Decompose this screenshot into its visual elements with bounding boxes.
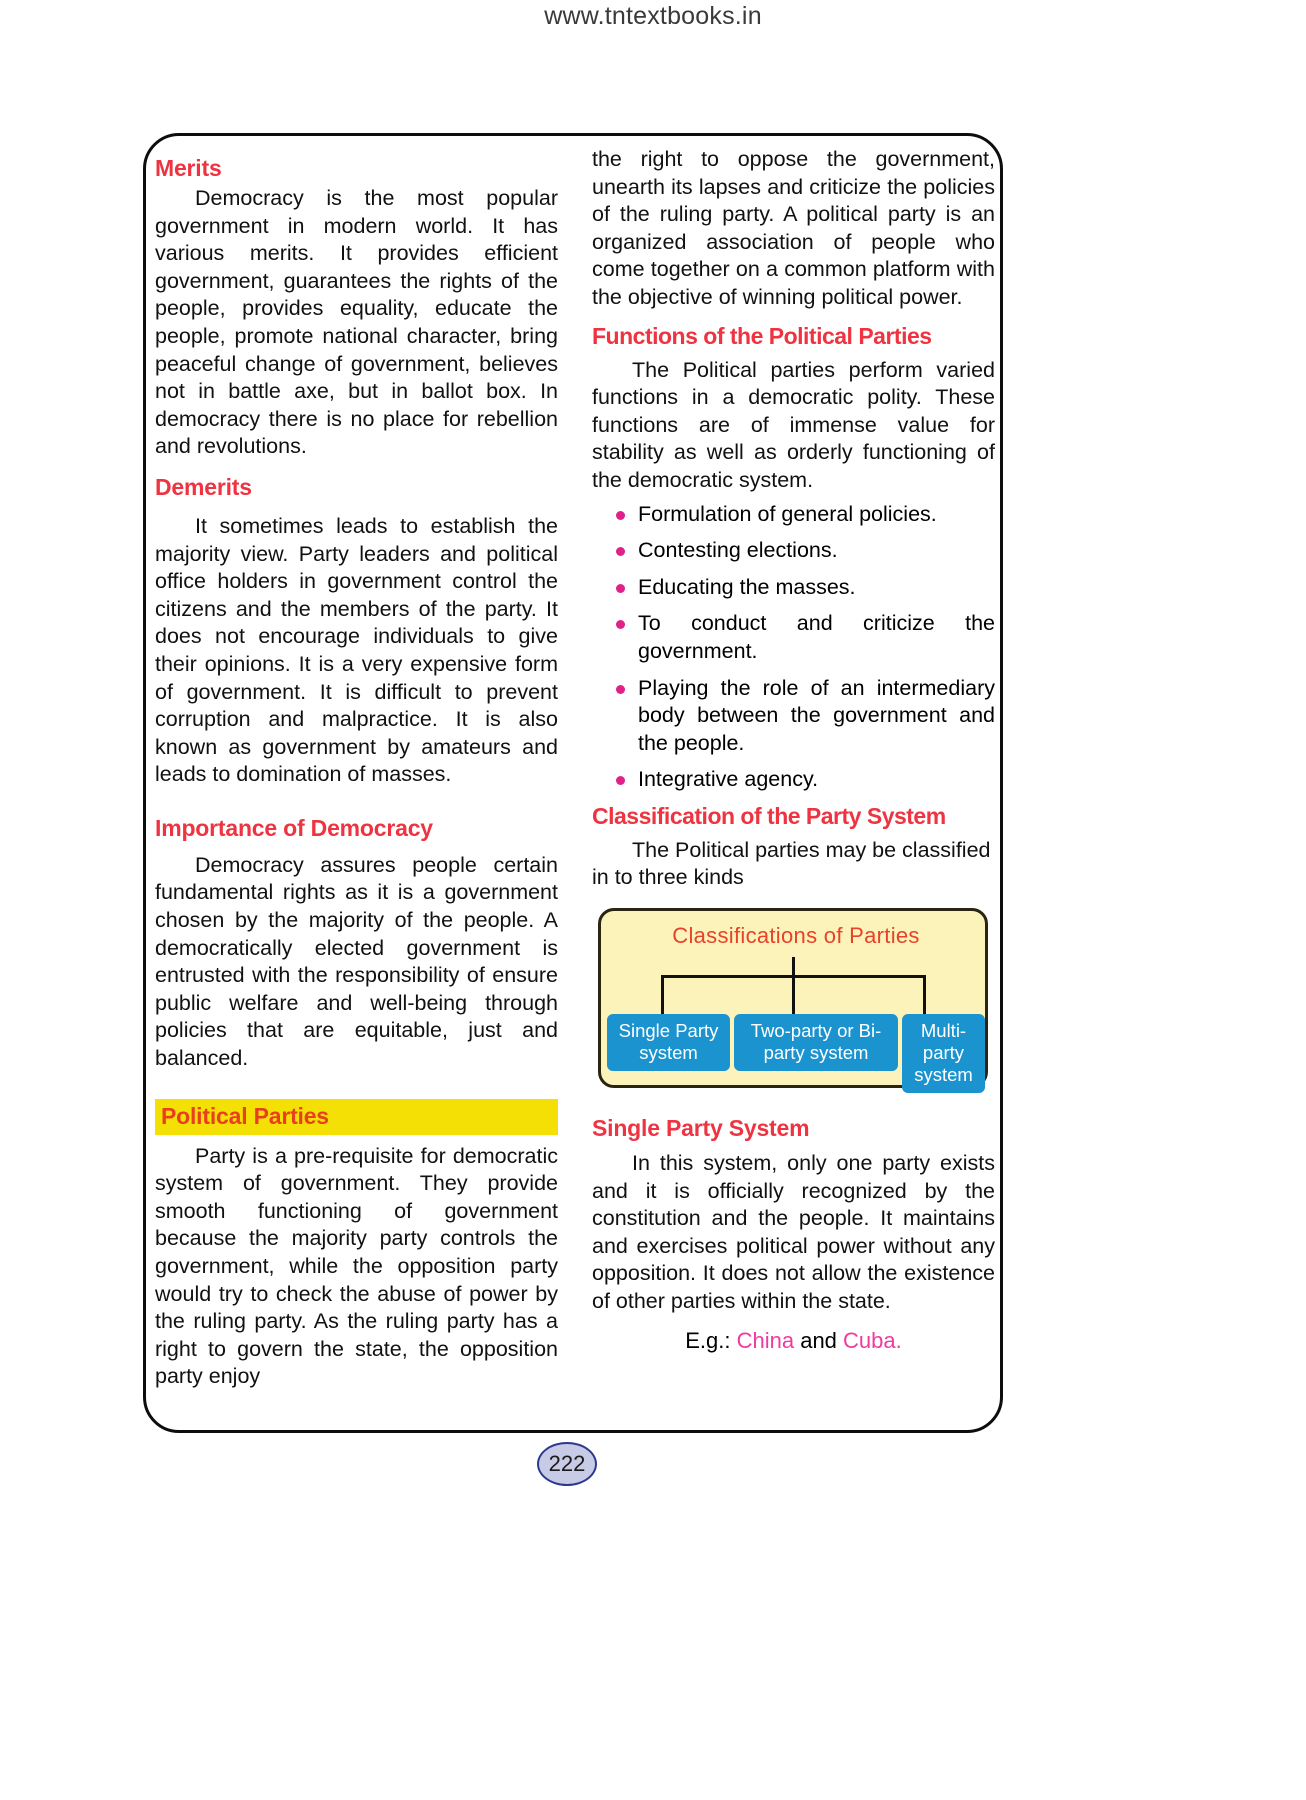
diagram-node-single-party: Single Party system <box>607 1014 730 1071</box>
list-item: To conduct and criticize the government. <box>616 610 995 665</box>
merits-paragraph: Democracy is the most popular government in modern world. It has various merits. It provides efficient government, guarantees the rights of the people, provides equality, educate the people, promote national character, bring peaceful change of government, believes not in battle axe, but in ballot box. In democracy there is no place for rebellion and revolutions. <box>155 186 558 459</box>
functions-list <box>592 501 995 794</box>
importance-of-democracy-heading: Importance of Democracy <box>155 814 433 841</box>
site-header: www.tntextbooks.in <box>544 2 762 30</box>
functions-of-political-parties-heading: Functions of the Political Parties <box>592 322 932 349</box>
political-parties-heading: Political Parties <box>155 1099 558 1135</box>
demerits-paragraph: It sometimes leads to establish the majority view. Party leaders and political office holders in government control the citizens and the members of the party. It does not encourage individuals to give their opinions. It is a very expensive form of government. It is difficult to prevent corruption and malpractice. It is also known as government by amateurs and leads to domination of masses. <box>155 513 558 787</box>
connector-vertical-top <box>792 957 795 977</box>
connector-branch-middle <box>792 975 795 1017</box>
merits-heading: Merits <box>155 155 222 181</box>
single-party-system-heading: Single Party System <box>592 1115 810 1142</box>
continued-paragraph: the right to oppose the government, unearth its lapses and criticize the policies of the ruling party. A political party is an organized association of people who come together on a common platform with the objective of winning political power. <box>592 147 995 309</box>
example-line <box>592 1328 995 1354</box>
diagram-node-two-party: Two-party or Bi- party system <box>734 1014 898 1071</box>
connector-branch-left <box>661 975 664 1017</box>
example-country-one: China <box>736 1327 795 1353</box>
classification-of-party-system-heading: Classification of the Party System <box>592 802 946 829</box>
demerits-heading: Demerits <box>155 473 252 500</box>
connector-branch-right <box>923 975 926 1017</box>
list-item: Integrative agency. <box>616 766 995 794</box>
list-item: Educating the masses. <box>616 574 995 602</box>
two-column-layout <box>155 146 995 1421</box>
party-classification-diagram <box>598 908 988 1088</box>
example-conjunction: and <box>794 1327 844 1353</box>
diagram-title: Classifications of Parties <box>672 923 920 949</box>
list-item: Formulation of general policies. <box>616 501 995 529</box>
left-column <box>155 146 558 1421</box>
political-parties-paragraph: Party is a pre-requisite for democratic system of government. They provide smooth functioning of government because the majority party controls the government, while the opposition party would try to check the abuse of power by the ruling party. As the ruling party has a right to govern the state, the opposition party enjoy <box>155 1143 558 1389</box>
example-label: E.g.: <box>685 1327 737 1353</box>
right-column <box>592 146 995 1421</box>
functions-paragraph: The Political parties perform varied functions in a democratic polity. These functions are of immense value for stability as well as orderly functioning of the democratic system. <box>592 357 995 492</box>
diagram-node-multi-party: Multi-party system <box>902 1014 985 1093</box>
classification-paragraph: The Political parties may be classified in to three kinds <box>592 837 991 890</box>
page-number: 222 <box>537 1442 597 1486</box>
example-country-two: Cuba. <box>843 1327 902 1353</box>
list-item: Contesting elections. <box>616 537 995 565</box>
single-party-system-paragraph: In this system, only one party exists and it is officially recognized by the constitution and the people. It maintains and exercises political power without any opposition. It does not allow the existence of other parties within the state. <box>592 1151 995 1314</box>
list-item: Playing the role of an intermediary body between the government and the people. <box>616 675 995 758</box>
importance-of-democracy-paragraph: Democracy assures people certain fundamental rights as it is a government chosen by the majority of the people. A democratically elected government is entrusted with the responsibility of ensure public welfare and well-being through policies that are equitable, just and balanced. <box>155 852 558 1071</box>
